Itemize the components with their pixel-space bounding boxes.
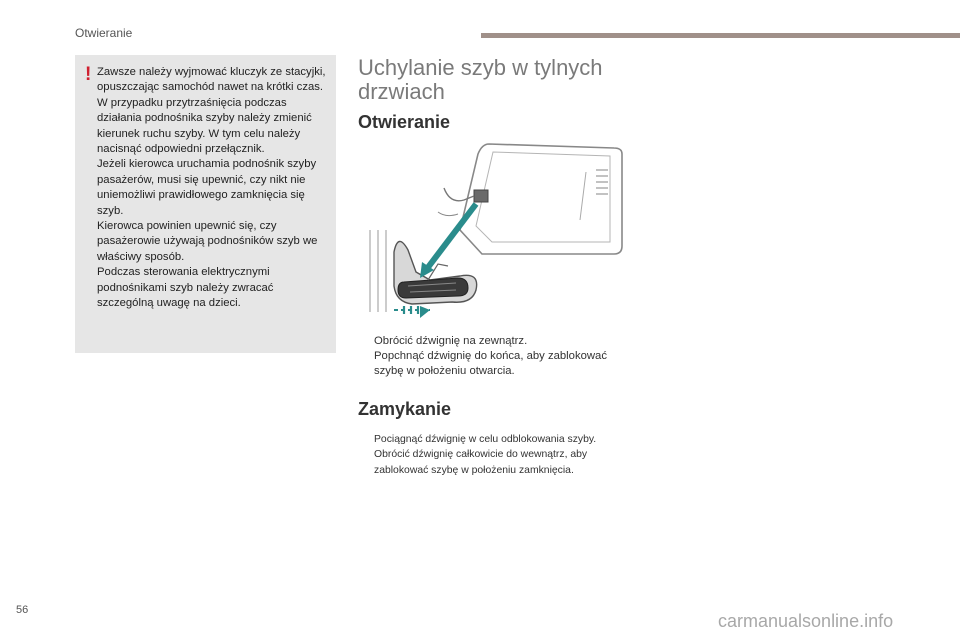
- step-text: Obrócić dźwignię na zewnątrz.: [374, 335, 528, 347]
- warning-paragraph: Podczas sterowania elektrycznymi podnośnikami szyb należy zwracać szczególną uwagę na dzieci.: [97, 266, 274, 310]
- list-item: [358, 349, 638, 379]
- watermark: carmanualsonline.info: [718, 611, 894, 631]
- step-text: Obrócić dźwignię całkowicie do wewnątrz, aby zablokować szybę w położeniu zamknięcia.: [374, 449, 588, 476]
- warning-paragraph: Kierowca powinien upewnić się, czy pasażerowie używają podnośników szyb we właściwy sposób.: [97, 220, 318, 263]
- page-title: Uchylanie szyb w tylnych drzwiach: [358, 55, 603, 104]
- window-latch-illustration-icon: [364, 142, 626, 322]
- list-item: [358, 447, 638, 478]
- section-label: Otwieranie: [75, 26, 133, 40]
- warning-paragraph: Jeżeli kierowca uruchamia podnośnik szyby pasażerów, musi się upewnić, czy nikt nie uniemożliwi prawidłowego zamknięcia się szyb.: [97, 158, 317, 217]
- closing-heading: Zamykanie: [358, 399, 452, 419]
- step-text: Pociągnąć dźwignię w celu odblokowania szyby.: [374, 434, 597, 445]
- step-text: Popchnąć dźwignię do końca, aby zablokować szybę w położeniu otwarcia.: [374, 350, 607, 377]
- warning-icon: !: [85, 64, 92, 85]
- warning-box: [75, 55, 336, 353]
- warning-paragraph: W przypadku przytrzaśnięcia podczas działania podnośnika szyby należy zmienić kierunek ruchu szyby. W tym celu należy nacisnąć odpowiedni przełącznik.: [97, 96, 312, 156]
- opening-steps: [358, 334, 638, 379]
- page-number: 56: [16, 604, 29, 616]
- list-item: [358, 334, 638, 349]
- closing-steps: [358, 432, 638, 478]
- warning-text: [97, 65, 333, 312]
- header-bar: [481, 33, 960, 38]
- warning-paragraph: Zawsze należy wyjmować kluczyk ze stacyjki, opuszczając samochód nawet na krótki czas.: [97, 66, 326, 94]
- list-item: [358, 432, 638, 447]
- opening-heading: Otwieranie: [358, 112, 451, 132]
